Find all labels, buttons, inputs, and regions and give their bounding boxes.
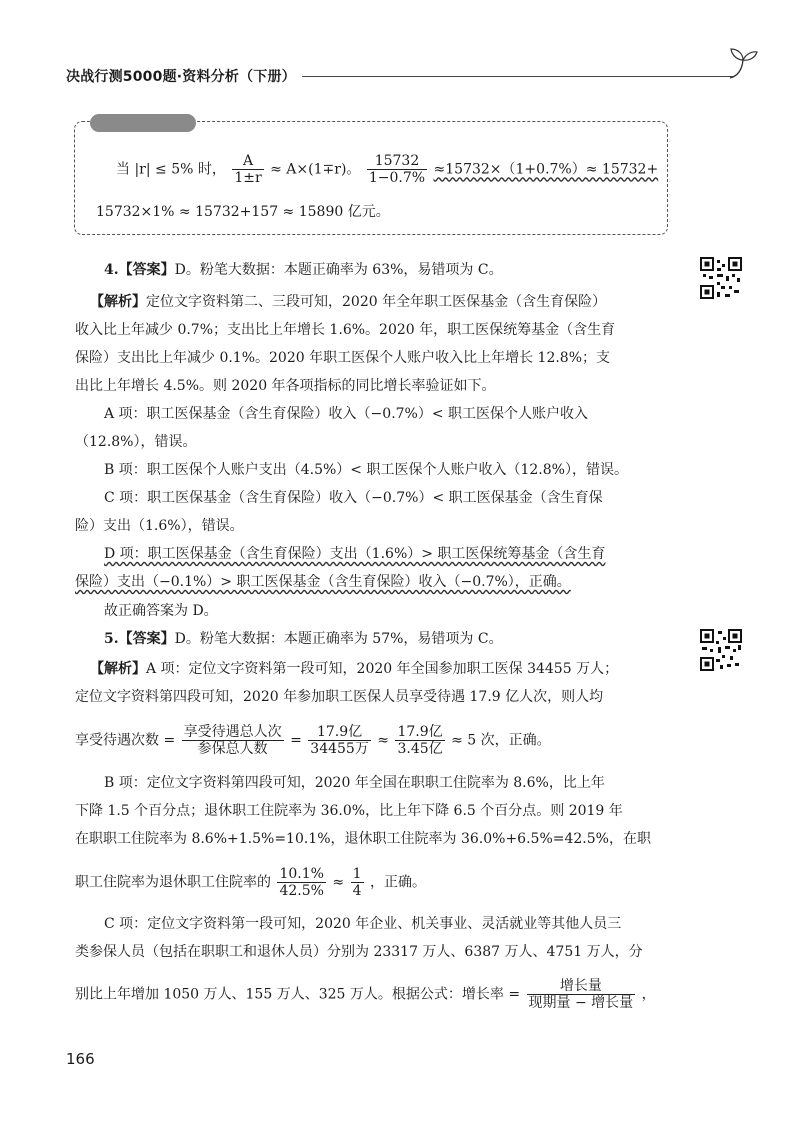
q5-analysis-line: 【解析】A 项：定位文字资料第一段可知，2020 年全国参加职工医保 34455 万人； <box>90 661 619 677</box>
qr-code-icon <box>699 256 743 300</box>
q4-analysis-line: 出比上年增长 4.5%。则 2020 年各项指标的同比增长率验证如下。 <box>75 378 496 394</box>
q5-fraction: $\frac{1}{4}$ <box>352 866 362 899</box>
q5-formula-line: 职工住院率为退休职工住院率的 $\frac{10.1\%}{42.5\%}$ ≈ $\frac{1}{4}$ ，正确。 <box>75 866 426 899</box>
q4-option-c: C 项：职工医保基金（含生育保险）收入（−0.7%）< 职工医保基金（含生育保 <box>104 490 603 506</box>
q5-formula-line: 别比上年增加 1050 万人、155 万人、325 万人。根据公式：增长率 = $\frac{\text{增长量}}{\text{现期量 − 增长量}}$ ， <box>75 978 656 1011</box>
q4-option-c: 险）支出（1.6%），错误。 <box>75 518 244 534</box>
q5-option-b: 在职职工住院率为 8.6%+1.5%=10.1%，退休职工住院率为 36.0%+6.5%=42.5%，在职 <box>75 831 651 847</box>
header-rule <box>302 76 734 77</box>
q5-option-c: 类参保人员（包括在职职工和退休人员）分别为 23317 万人、6387 万人、4751 万人，分 <box>75 944 643 960</box>
tip-text: 当 |r| ≤ 5% 时， <box>116 161 226 178</box>
tip-fraction-1: $\frac{A}{1\pm r}$ <box>234 153 262 186</box>
q5-option-b: B 项：定位文字资料第四段可知，2020 年全国在职职工住院率为 8.6%，比上年 <box>104 775 605 791</box>
q4-answer: 4.【答案】D。粉笔大数据：本题正确率为 63%，易错项为 C。 <box>104 262 503 278</box>
q4-option-d: D 项：职工医保基金（含生育保险）支出（1.6%）> 职工医保统筹基金（含生育 <box>104 546 606 562</box>
q4-option-d: 保险）支出（−0.1%）> 职工医保基金（含生育保险）收入（−0.7%），正确。 <box>75 574 571 590</box>
q5-analysis-line: 定位文字资料第四段可知，2020 年参加职工医保人员享受待遇 17.9 亿人次，则人均 <box>75 689 604 705</box>
q4-analysis-line: 收入比上年减少 0.7%；支出比上年增长 1.6%。2020 年，职工医保统筹基金（含生育 <box>75 322 616 338</box>
q5-fraction: $\frac{\text{增长量}}{\text{现期量 − 增长量}}$ <box>528 978 634 1011</box>
book-title: 决战行测5000题·资料分析（下册） <box>66 69 296 85</box>
tip-text: ≈ A×(1∓r)。 <box>270 161 361 178</box>
q5-fraction: $\frac{10.1\%}{42.5\%}$ <box>279 866 324 899</box>
q5-fraction: $\frac{\text{享受待遇总人次}}{\text{参保总人数}}$ <box>183 724 282 757</box>
q4-analysis-line: 保险）支出比上年减少 0.1%。2020 年职工医保个人账户收入比上年增长 12.8%；支 <box>75 350 611 366</box>
q5-answer: 5.【答案】D。粉笔大数据：本题正确率为 57%，易错项为 C。 <box>104 631 503 647</box>
q4-option-b: B 项：职工医保个人账户支出（4.5%）< 职工医保个人账户收入（12.8%），错误。 <box>104 462 628 478</box>
qr-code-icon <box>699 628 743 672</box>
q5-option-b: 下降 1.5 个百分点；退休职工住院率为 36.0%，比上年下降 6.5 个百分点。则 2019 年 <box>75 803 623 819</box>
q5-formula-line: 享受待遇次数 = $\frac{\text{享受待遇总人次}}{\text{参保总人数}}$ = $\frac{\text{17.9亿}}{\text{34455万}}$ ≈ $\frac{\text{17.9亿}}{\text{3.45亿}}$ ≈ 5 次，正确。 <box>75 724 551 757</box>
q4-analysis-line: 【解析】定位文字资料第二、三段可知，2020 年全年职工医保基金（含生育保险） <box>90 294 607 310</box>
q4-option-a: A 项：职工医保基金（含生育保险）收入（−0.7%）< 职工医保个人账户收入 <box>104 406 589 422</box>
tip-fraction-2: $\frac{15732}{1-0.7\%}$ <box>368 153 426 186</box>
q5-fraction: $\frac{\text{17.9亿}}{\text{3.45亿}}$ <box>397 724 443 757</box>
tip-line-2: 15732×1% ≈ 15732+157 ≈ 15890 亿元。 <box>96 204 390 220</box>
tip-badge-icon <box>90 114 196 132</box>
tip-line-1 <box>116 153 658 186</box>
page-number: 166 <box>66 1050 95 1068</box>
q4-option-a: （12.8%），错误。 <box>75 434 197 450</box>
q5-fraction: $\frac{\text{17.9亿}}{\text{34455万}}$ <box>310 724 369 757</box>
leaf-icon <box>728 46 758 80</box>
q5-option-c: C 项：定位文字资料第一段可知，2020 年企业、机关事业、灵活就业等其他人员三 <box>104 916 622 932</box>
q4-conclusion: 故正确答案为 D。 <box>104 603 218 619</box>
tip-text: ≈15732×（1+0.7%）≈ 15732+ <box>433 161 659 178</box>
